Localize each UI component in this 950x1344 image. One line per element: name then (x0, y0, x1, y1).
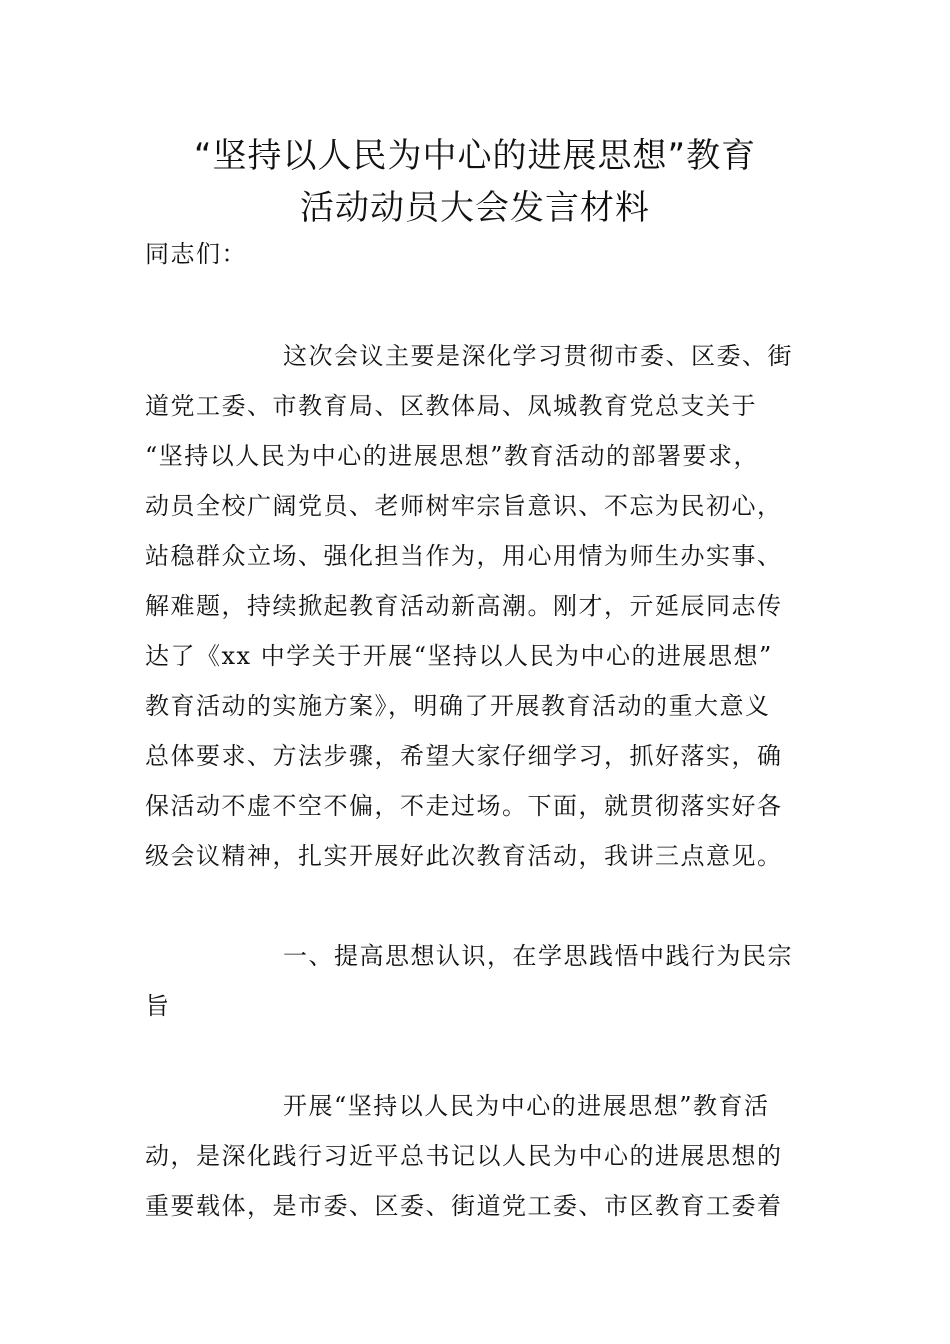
section-heading-1-line: 一、提高思想认识，在学思践悟中践行为民宗 (283, 942, 793, 970)
paragraph-1-line: 达了《xx 中学关于开展“坚持以人民为中心的进展思想” (145, 642, 773, 670)
salutation: 同志们： (145, 240, 247, 268)
section-heading-1-line: 旨 (145, 992, 171, 1020)
paragraph-1-line: “坚持以人民为中心的进展思想”教育活动的部署要求， (145, 442, 760, 470)
paragraph-2-line: 重要载体，是市委、区委、街道党工委、市区教育工委着 (145, 1192, 783, 1220)
paragraph-1-line: 道党工委、市教育局、区教体局、凤城教育党总支关于 (145, 392, 757, 420)
paragraph-1-line: 这次会议主要是深化学习贯彻市委、区委、街 (283, 342, 793, 370)
paragraph-1-line: 级会议精神，扎实开展好此次教育活动，我讲三点意见。 (145, 842, 783, 870)
paragraph-2-line: 开展“坚持以人民为中心的进展思想”教育活 (283, 1092, 770, 1120)
paragraph-1-line: 教育活动的实施方案》，明确了开展教育活动的重大意义 (145, 692, 771, 720)
document-title-line-2: 活动动员大会发言材料 (300, 188, 650, 228)
document-title-line-1: “坚持以人民为中心的进展思想”教育 (193, 136, 757, 176)
paragraph-1-line: 站稳群众立场、强化担当作为，用心用情为师生办实事、 (145, 542, 783, 570)
paragraph-1-line: 解难题，持续掀起教育活动新高潮。刚才，亓延辰同志传 (145, 592, 783, 620)
paragraph-1-line: 保活动不虚不空不偏，不走过场。下面，就贯彻落实好各 (145, 792, 783, 820)
paragraph-1-line: 总体要求、方法步骤，希望大家仔细学习，抓好落实，确 (145, 742, 783, 770)
paragraph-2-line: 动，是深化践行习近平总书记以人民为中心的进展思想的 (145, 1142, 783, 1170)
paragraph-1-line: 动员全校广阔党员、老师树牢宗旨意识、不忘为民初心， (145, 492, 783, 520)
